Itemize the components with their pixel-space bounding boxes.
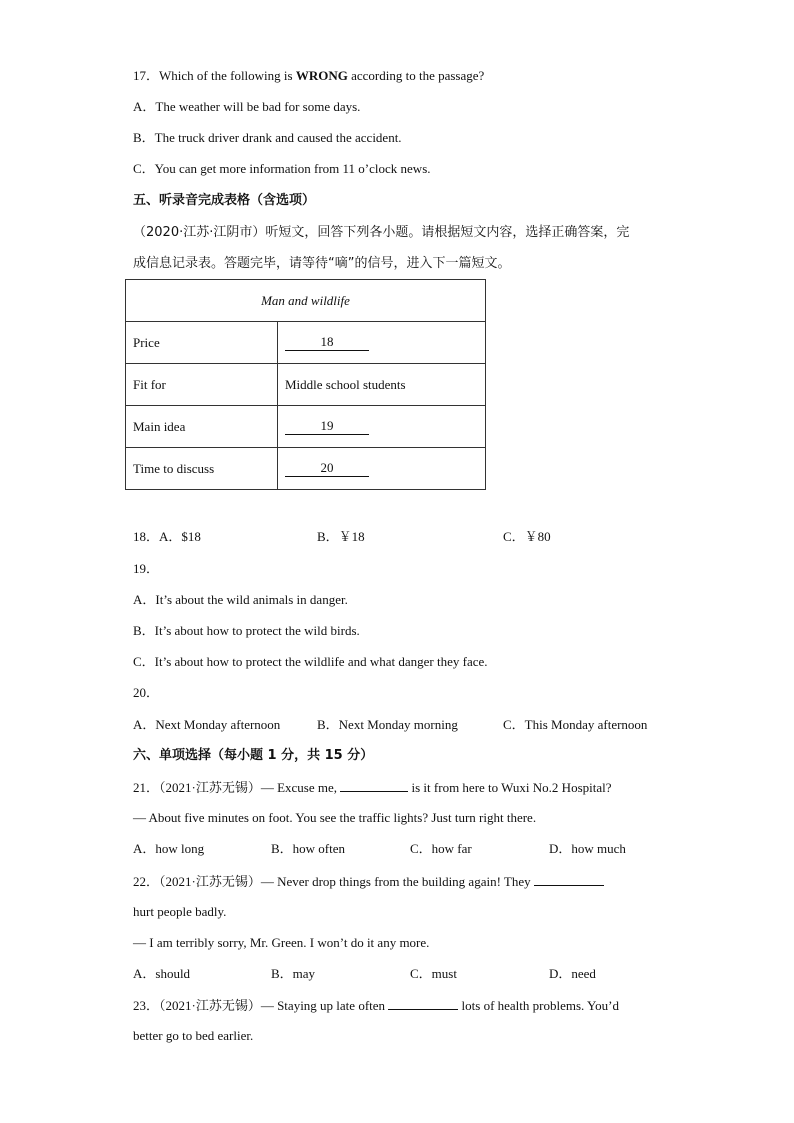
q21-blank (340, 779, 408, 792)
q21-line2: — About five minutes on foot. You see the traffic lights? Just turn right there. (133, 810, 537, 825)
q21-option-a: A．how long (133, 841, 205, 856)
section6-heading: 六、单项选择（每小题 1 分，共 15 分） (133, 748, 374, 763)
table-row (126, 364, 486, 406)
section5-instruction-line1: （2020·江苏·江阴市）听短文，回答下列各小题。请根据短文内容，选择正确答案，完 (133, 225, 630, 240)
q21-stem (133, 779, 612, 796)
q18-option-b: B．￥18 (317, 529, 365, 544)
q20-option-c: C．This Monday afternoon (503, 717, 648, 732)
q22-stem-before: 22．（2021·江苏无锡）— Never drop things from the building again! They (133, 874, 534, 889)
q19-option-a: A．It’s about the wild animals in danger. (133, 592, 348, 607)
q19-option-c: C．It’s about how to protect the wildlife and what danger they face. (133, 654, 488, 669)
q17-stem (133, 68, 484, 84)
q21-option-c: C．how far (410, 841, 472, 856)
table-row (126, 406, 486, 448)
table-value: Middle school students (278, 364, 486, 406)
q21-option-d: D．how much (549, 841, 626, 856)
info-table (125, 279, 486, 490)
table-title: Man and wildlife (126, 280, 486, 322)
q20-option-b: B．Next Monday morning (317, 717, 458, 732)
section5-instruction-line2: 成信息记录表。答题完毕，请等待“嘀”的信号，进入下一篇短文。 (133, 256, 511, 271)
q17-option-c: C．You can get more information from 11 o’clock news. (133, 161, 431, 176)
q22-line3: — I am terribly sorry, Mr. Green. I won’t do it any more. (133, 935, 430, 950)
table-label: Fit for (126, 364, 278, 406)
q20-number: 20． (133, 685, 160, 700)
table-label: Main idea (126, 406, 278, 448)
q18-option-c: C．￥80 (503, 529, 551, 544)
answer-blank-19: 19 (285, 418, 369, 435)
q17-option-b: B．The truck driver drank and caused the accident. (133, 130, 402, 145)
q22-line2: hurt people badly. (133, 904, 227, 919)
table-value (278, 406, 486, 448)
q22-blank (534, 873, 604, 886)
q23-blank (388, 997, 458, 1010)
q22-option-b: B．may (271, 966, 316, 981)
q19-option-b: B．It’s about how to protect the wild birds. (133, 623, 360, 638)
q17-stem-suffix: according to the passage? (347, 68, 485, 83)
q17-option-a: A．The weather will be bad for some days. (133, 99, 361, 114)
q18-option-a: 18．A．$18 (133, 529, 201, 544)
q22-option-c: C．must (410, 966, 457, 981)
table-label: Price (126, 322, 278, 364)
q20-option-a: A．Next Monday afternoon (133, 717, 281, 732)
table-title-row (126, 280, 486, 322)
q22-option-a: A．should (133, 966, 191, 981)
table-row (126, 448, 486, 490)
answer-blank-20: 20 (285, 460, 369, 477)
q23-stem (133, 997, 619, 1014)
q17-stem-prefix: 17．Which of the following is (133, 68, 296, 83)
table-value (278, 322, 486, 364)
table-label: Time to discuss (126, 448, 278, 490)
answer-blank-18: 18 (285, 334, 369, 351)
q22-stem (133, 873, 604, 890)
q22-option-d: D．need (549, 966, 596, 981)
q21-stem-after: is it from here to Wuxi No.2 Hospital? (408, 780, 612, 795)
q21-stem-before: 21．（2021·江苏无锡）— Excuse me, (133, 780, 341, 795)
q17-stem-bold: WRONG (295, 68, 348, 83)
table-value (278, 448, 486, 490)
section5-heading: 五、听录音完成表格（含选项） (133, 193, 316, 208)
q23-line2: better go to bed earlier. (133, 1028, 254, 1043)
table-row (126, 322, 486, 364)
q23-stem-before: 23．（2021·江苏无锡）— Staying up late often (133, 998, 389, 1013)
q21-option-b: B．how often (271, 841, 346, 856)
q19-number: 19． (133, 561, 160, 576)
q23-stem-after: lots of health problems. You’d (458, 998, 619, 1013)
